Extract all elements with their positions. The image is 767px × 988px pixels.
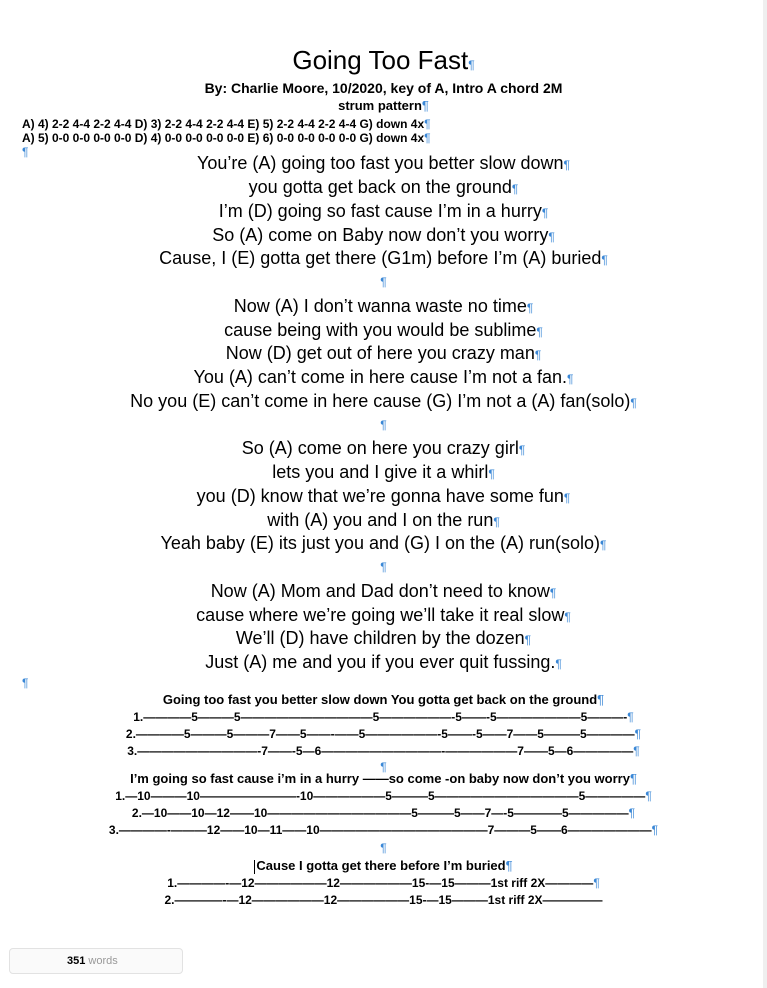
tab-line: 3.——————————-7——-5—6——————————-——————7——5—6—————¶ [127, 744, 640, 758]
pilcrow-mark: ¶ [518, 443, 526, 457]
pilcrow-mark: ¶ [22, 145, 29, 159]
lyric-line: Now (D) get out of here you crazy man¶ [225, 343, 542, 363]
pilcrow-mark: ¶ [645, 789, 652, 803]
lyric-line: Now (A) Mom and Dad don’t need to know¶ [210, 581, 557, 601]
strum-heading: strum pattern¶ [338, 98, 429, 113]
lyric-line: So (A) come on here you crazy girl¶ [241, 438, 526, 458]
pilcrow-mark: ¶ [505, 858, 513, 873]
lyric-line: you (D) know that we’re gonna have some fun¶ [196, 486, 571, 506]
tab-line: 3.————-———12——10—11——10——————————————7———5——6———————¶ [108, 823, 659, 837]
empty-paragraph-mark: ¶ [380, 760, 387, 774]
byline: By: Charlie Moore, 10/2020, key of A, Intro A chord 2M [204, 80, 563, 96]
pilcrow-mark: ¶ [424, 117, 431, 131]
lyric-line: Now (A) I don’t wanna waste no time¶ [233, 296, 534, 316]
pilcrow-mark: ¶ [468, 58, 475, 72]
song-title: Going Too Fast¶ [292, 45, 475, 75]
pilcrow-mark: ¶ [22, 676, 29, 690]
empty-paragraph-mark: ¶ [380, 560, 387, 574]
pilcrow-mark: ¶ [493, 515, 500, 529]
lyric-line: I’m (D) going so fast cause I’m in a hurry¶ [218, 201, 549, 221]
lyric-line: Yeah baby (E) its just you and (G) I on the (A) run(solo)¶ [160, 533, 607, 553]
pilcrow-mark: ¶ [600, 538, 607, 552]
pilcrow-mark: ¶ [627, 710, 634, 724]
strum-line-2: A) 5) 0-0 0-0 0-0 0-0 D) 4) 0-0 0-0 0-0 0-0 E) 6) 0-0 0-0 0-0 0-0 G) down 4x¶ [22, 131, 431, 145]
word-count-value: 351 [67, 955, 86, 967]
lyric-line: We’ll (D) have children by the dozen¶ [235, 628, 532, 648]
riff-heading: Going too fast you better slow down You gotta get back on the ground¶ [162, 692, 605, 707]
lyric-line: you gotta get back on the ground¶ [248, 177, 519, 197]
riff-heading: Cause I gotta get there before I’m buried¶ [256, 858, 513, 873]
pilcrow-mark: ¶ [563, 158, 570, 172]
pilcrow-mark: ¶ [597, 692, 605, 707]
empty-paragraph-mark: ¶ [380, 418, 387, 432]
pilcrow-mark: ¶ [526, 301, 534, 315]
word-count-label: words [88, 955, 118, 967]
lyric-line: cause where we’re going we’ll take it real slow¶ [196, 605, 571, 625]
pilcrow-mark: ¶ [567, 372, 574, 386]
empty-paragraph-mark: ¶ [380, 275, 387, 289]
word-count-indicator[interactable] [9, 948, 183, 974]
tab-line: 1.—10———10————————-10——————5———5————————————5—————¶ [115, 789, 652, 803]
pilcrow-mark: ¶ [548, 230, 555, 244]
pilcrow-mark: ¶ [601, 253, 608, 267]
tab-line: 2.————5———5———7——5——-——5——————-5——-5——7——5———5————¶ [125, 727, 642, 741]
pilcrow-mark: ¶ [488, 467, 495, 481]
empty-paragraph-mark: ¶ [380, 841, 387, 855]
window-edge [763, 0, 767, 988]
tab-line: 2.—10——10—12——10————————————5———5——7—-5————5—————¶ [131, 806, 636, 820]
tab-line: 1.————5———5———————————5——————-5——-5———————5———-¶ [133, 710, 634, 724]
pilcrow-mark: ¶ [564, 610, 571, 624]
pilcrow-mark: ¶ [593, 876, 600, 890]
tab-line: 2.————-—12——————12——————15-—15———1st riff 2X————— [164, 893, 603, 907]
pilcrow-mark: ¶ [534, 348, 542, 362]
lyric-line: No you (E) can’t come in here cause (G) I’m not a (A) fan(solo)¶ [130, 391, 637, 411]
pilcrow-mark: ¶ [524, 633, 532, 647]
pilcrow-mark: ¶ [511, 182, 519, 196]
pilcrow-mark: ¶ [536, 325, 543, 339]
pilcrow-mark: ¶ [541, 206, 549, 220]
pilcrow-mark: ¶ [549, 586, 557, 600]
riff-heading: I’m going so fast cause i’m in a hurry ——so come -on baby now don’t you worry¶ [130, 771, 637, 786]
lyric-line: You (A) can’t come in here cause I’m not a fan.¶ [193, 367, 574, 387]
lyric-line: Cause, I (E) gotta get there (G1m) before I’m (A) buried¶ [159, 248, 608, 268]
lyric-line: You’re (A) going too fast you better slow down¶ [196, 153, 570, 173]
pilcrow-mark: ¶ [563, 491, 571, 505]
pilcrow-mark: ¶ [630, 396, 637, 410]
lyric-line: Just (A) me and you if you ever quit fussing.¶ [205, 652, 562, 672]
pilcrow-mark: ¶ [555, 657, 562, 671]
lyric-line: cause being with you would be sublime¶ [224, 320, 543, 340]
tab-line: 1.————-—12——————12——————15-—15———1st riff 2X————¶ [167, 876, 600, 890]
pilcrow-mark: ¶ [424, 131, 431, 145]
pilcrow-mark: ¶ [634, 727, 642, 741]
pilcrow-mark: ¶ [628, 806, 636, 820]
pilcrow-mark: ¶ [633, 744, 640, 758]
lyric-line: So (A) come on Baby now don’t you worry¶ [212, 225, 555, 245]
pilcrow-mark: ¶ [651, 823, 659, 837]
pilcrow-mark: ¶ [421, 98, 429, 113]
pilcrow-mark: ¶ [629, 771, 637, 786]
lyric-line: lets you and I give it a whirl¶ [272, 462, 495, 482]
strum-line-1: A) 4) 2-2 4-4 2-2 4-4 D) 3) 2-2 4-4 2-2 4-4 E) 5) 2-2 4-4 2-2 4-4 G) down 4x¶ [22, 117, 431, 131]
lyric-line: with (A) you and I on the run¶ [267, 510, 500, 530]
